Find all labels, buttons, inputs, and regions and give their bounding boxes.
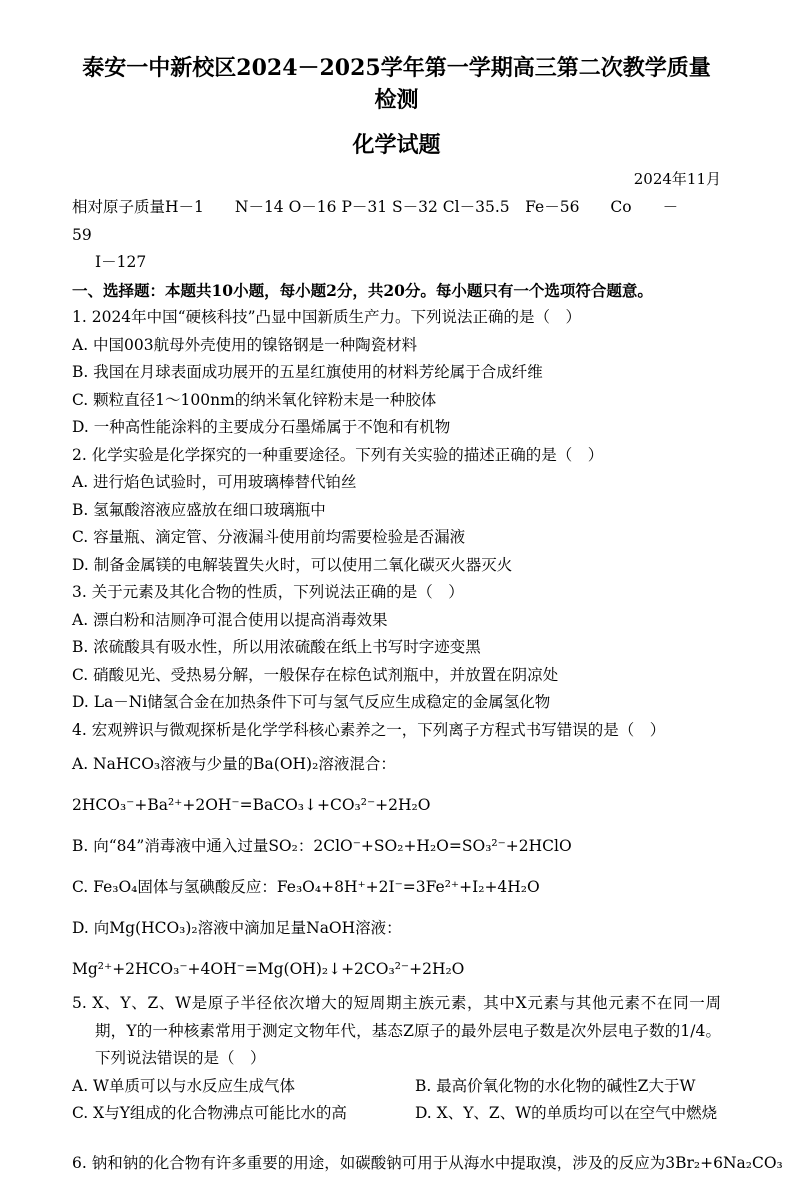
question-5-options-row-2 <box>72 1100 721 1128</box>
question-2-option-a: A. 进行焰色试验时，可用玻璃棒替代铂丝 <box>72 469 721 497</box>
question-5-option-a: A. W单质可以与水反应生成气体 <box>72 1073 410 1101</box>
question-4-option-d: D. 向Mg(HCO₃)₂溶液中滴加足量NaOH溶液： <box>72 908 721 949</box>
question-1-option-d: D. 一种高性能涂料的主要成分石墨烯属于不饱和有机物 <box>72 414 721 442</box>
question-2-option-d: D. 制备金属镁的电解装置失火时，可以使用二氧化碳灭火器灭火 <box>72 552 721 580</box>
question-3-option-a: A. 漂白粉和洁厕净可混合使用以提高消毒效果 <box>72 607 721 635</box>
question-2-option-b: B. 氢氟酸溶液应盛放在细口玻璃瓶中 <box>72 497 721 525</box>
question-5 <box>72 990 721 1128</box>
question-3-stem: 3. 关于元素及其化合物的性质，下列说法正确的是（ ） <box>72 579 721 607</box>
question-3-option-d: D. La－Ni储氢合金在加热条件下可与氢气反应生成稳定的金属氢化物 <box>72 689 721 717</box>
exam-title: 泰安一中新校区2024－2025学年第一学期高三第二次教学质量检测 <box>72 52 721 116</box>
question-2-option-c: C. 容量瓶、滴定管、分液漏斗使用前均需要检验是否漏液 <box>72 524 721 552</box>
question-1-option-b: B. 我国在月球表面成功展开的五星红旗使用的材料芳纶属于合成纤维 <box>72 359 721 387</box>
question-4-option-b: B. 向“84”消毒液中通入过量SO₂：2ClO⁻+SO₂+H₂O=SO₃²⁻+2HClO <box>72 826 721 867</box>
exam-subtitle: 化学试题 <box>72 130 721 160</box>
question-5-option-c: C. X与Y组成的化合物沸点可能比水的高 <box>72 1100 410 1128</box>
question-6 <box>72 1150 721 1177</box>
question-1-option-a: A. 中国003航母外壳使用的镍铬钢是一种陶瓷材料 <box>72 332 721 360</box>
question-2-stem: 2. 化学实验是化学探究的一种重要途径。下列有关实验的描述正确的是（ ） <box>72 442 721 470</box>
question-3-option-b: B. 浓硫酸具有吸水性，所以用浓硫酸在纸上书写时字迹变黑 <box>72 634 721 662</box>
question-1-stem: 1. 2024年中国“硬核科技”凸显中国新质生产力。下列说法正确的是（ ） <box>72 304 721 332</box>
question-5-stem: 5. X、Y、Z、W是原子半径依次增大的短周期主族元素，其中X元素与其他元素不在同一周期，Y的一种核素常用于测定文物年代，基态Z原子的最外层电子数是次外层电子数的1/4。下列说法错误的是（ ） <box>72 990 721 1073</box>
question-4-stem: 4. 宏观辨识与微观探析是化学学科核心素养之一，下列离子方程式书写错误的是（ ） <box>72 717 721 745</box>
question-3-option-c: C. 硝酸见光、受热易分解，一般保存在棕色试剂瓶中，并放置在阴凉处 <box>72 662 721 690</box>
atomic-mass-line-2: I－127 <box>72 249 721 277</box>
question-2 <box>72 442 721 580</box>
question-5-options-row-1 <box>72 1073 721 1101</box>
question-5-option-b: B. 最高价氧化物的水化物的碱性Z大于W <box>415 1077 695 1095</box>
question-3 <box>72 579 721 717</box>
question-4-option-c: C. Fe₃O₄固体与氢碘酸反应：Fe₃O₄+8H⁺+2I⁻=3Fe²⁺+I₂+4H₂O <box>72 867 721 908</box>
question-4-option-d-formula: Mg²⁺+2HCO₃⁻+4OH⁻=Mg(OH)₂↓+2CO₃²⁻+2H₂O <box>72 949 721 990</box>
question-4-option-a: A. NaHCO₃溶液与少量的Ba(OH)₂溶液混合：2HCO₃⁻+Ba²⁺+2OH⁻=BaCO₃↓+CO₃²⁻+2H₂O <box>72 744 721 826</box>
question-5-option-d: D. X、Y、Z、W的单质均可以在空气中燃烧 <box>415 1104 717 1122</box>
question-6-stem: 6. 钠和钠的化合物有许多重要的用途，如碳酸钠可用于从海水中提取溴，涉及的反应为3Br₂+6Na₂CO₃ <box>72 1150 721 1177</box>
question-1 <box>72 304 721 442</box>
section-one-heading: 一、选择题：本题共10小题，每小题2分，共20分。每小题只有一个选项符合题意。 <box>72 277 721 305</box>
exam-date: 2024年11月 <box>72 168 721 190</box>
question-1-option-c: C. 颗粒直径1～100nm的纳米氧化锌粉末是一种胶体 <box>72 387 721 415</box>
question-4 <box>72 717 721 991</box>
atomic-mass-line-1: 相对原子质量H－1 N－14 O－16 P－31 S－32 Cl－35.5 Fe－56 Co － 59 <box>72 194 721 249</box>
